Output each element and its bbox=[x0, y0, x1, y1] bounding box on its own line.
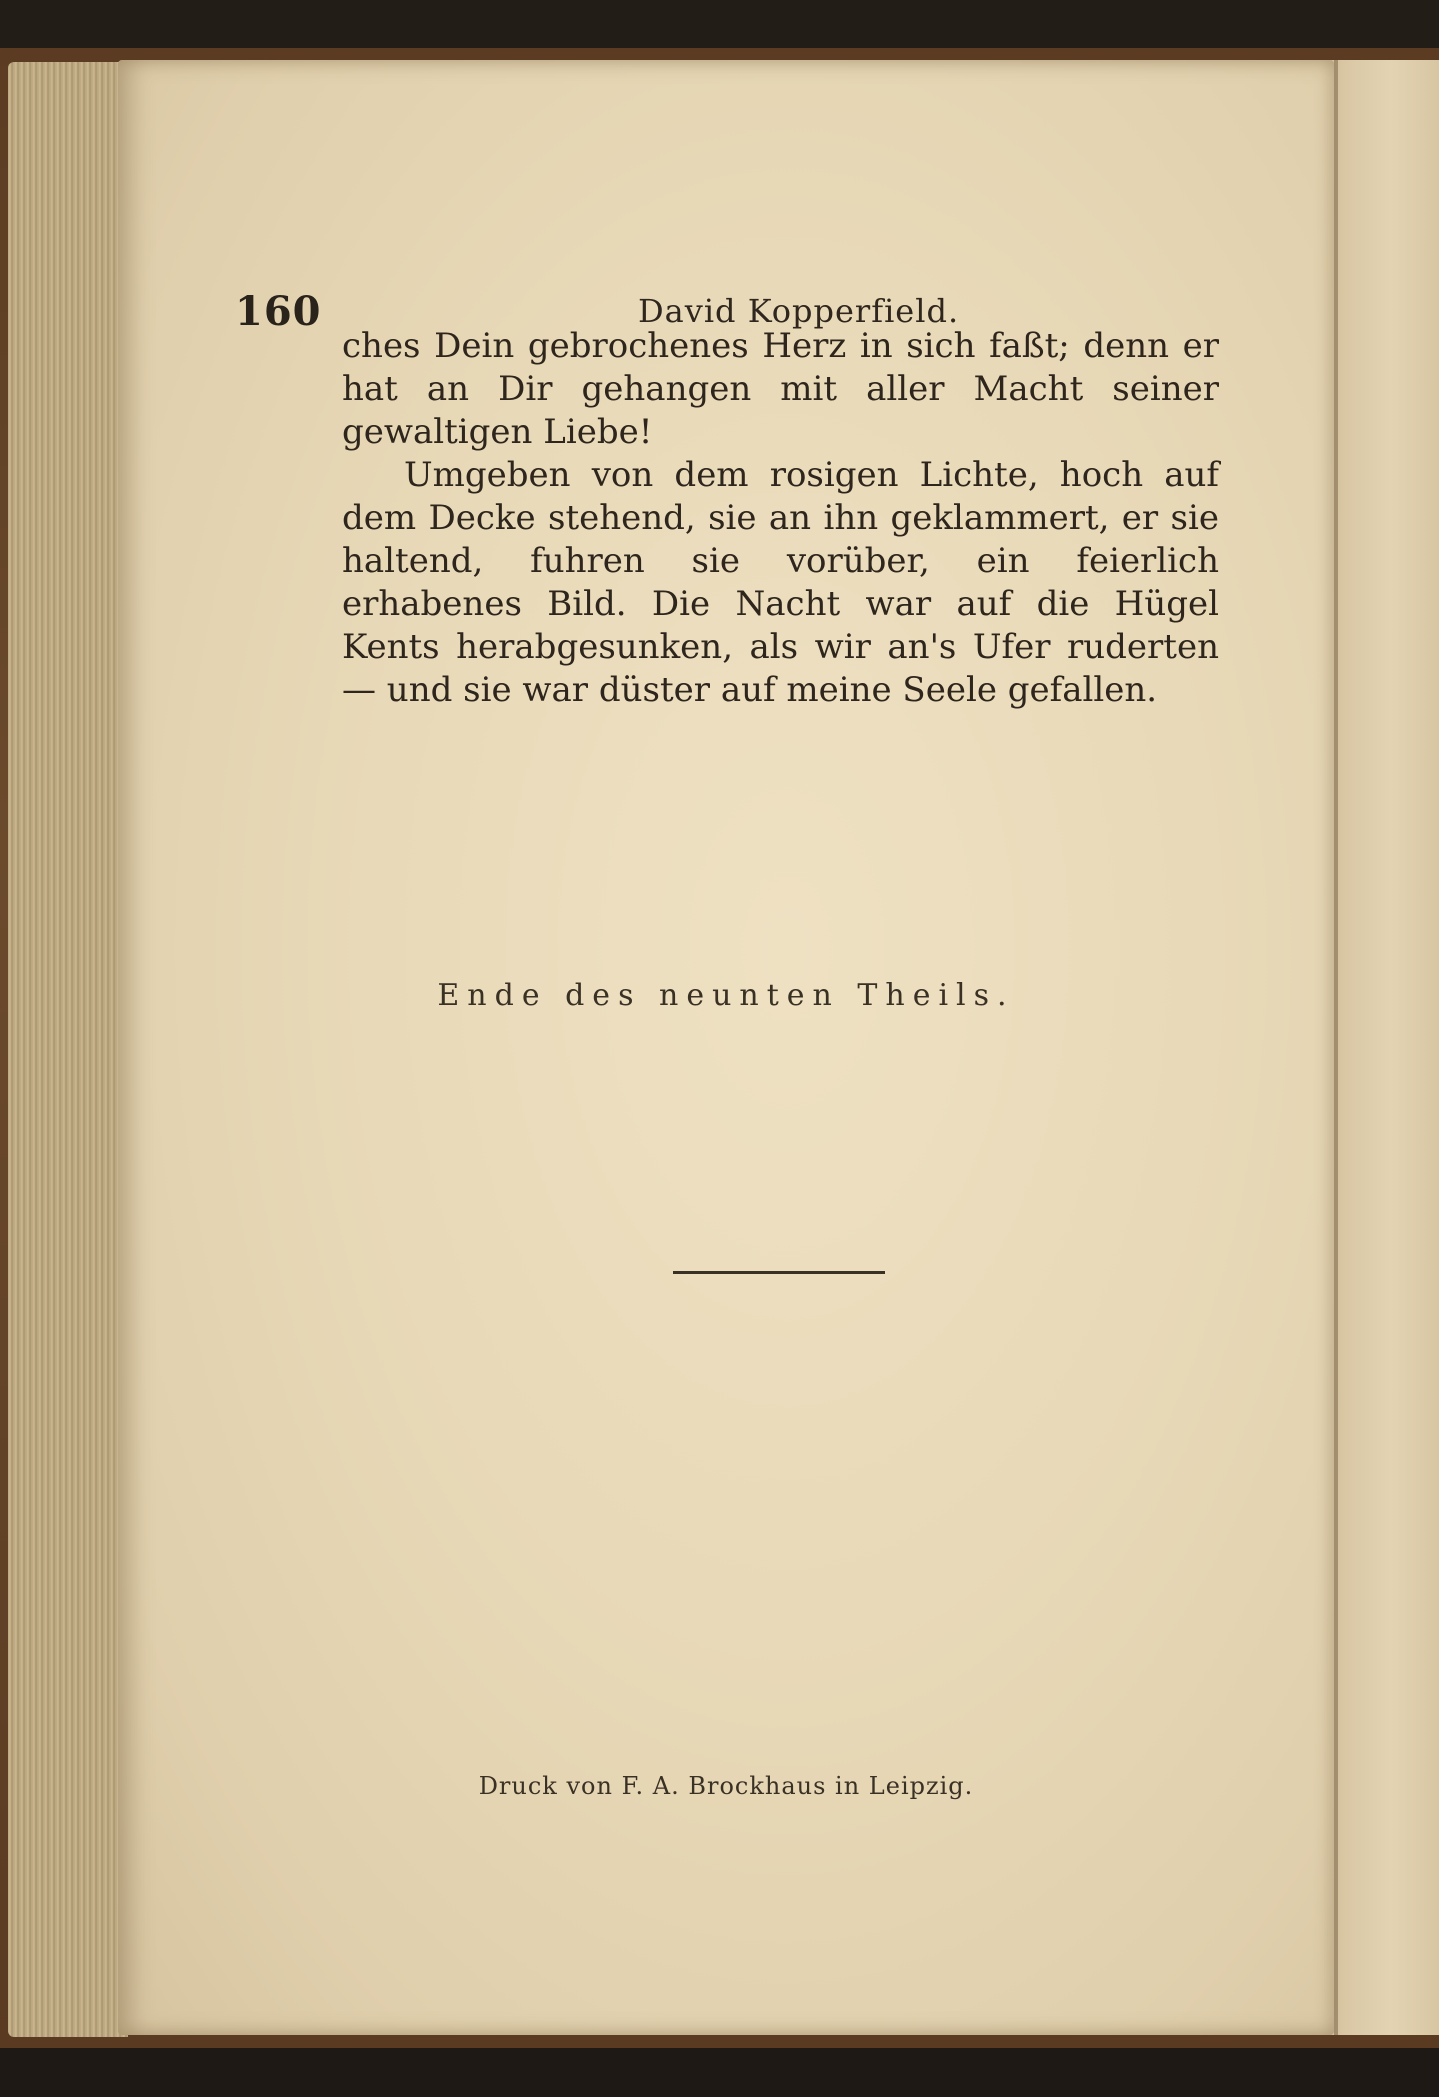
book-page bbox=[118, 60, 1334, 2035]
scanner-background-bottom bbox=[0, 2048, 1439, 2097]
paragraph: ches Dein gebrochenes Herz in sich faßt; denn er hat an Dir gehangen mit aller Macht seiner gewaltigen Liebe! bbox=[342, 326, 1219, 452]
page-stack-edges bbox=[8, 62, 128, 2037]
paragraph: Umgeben von dem rosigen Lichte, hoch auf dem Decke stehend, sie an ihn geklammert, er sie haltend, fuhren sie vorüber, ein feierlich erhabenes Bild. Die Nacht war auf die Hügel Kents herabgesunken, als wir an's Ufer ruderten — und sie war düster auf meine Seele gefallen. bbox=[342, 455, 1219, 710]
page-number: 160 bbox=[235, 288, 322, 335]
end-of-part-notice: Ende des neunten Theils. bbox=[437, 978, 1015, 1013]
divider-rule bbox=[673, 1271, 885, 1274]
gutter-shadow bbox=[1334, 60, 1338, 2035]
printer-imprint: Druck von F. A. Brockhaus in Leipzig. bbox=[478, 1772, 974, 1800]
body-text bbox=[342, 325, 1219, 712]
running-title: David Kopperfield. bbox=[638, 292, 960, 330]
